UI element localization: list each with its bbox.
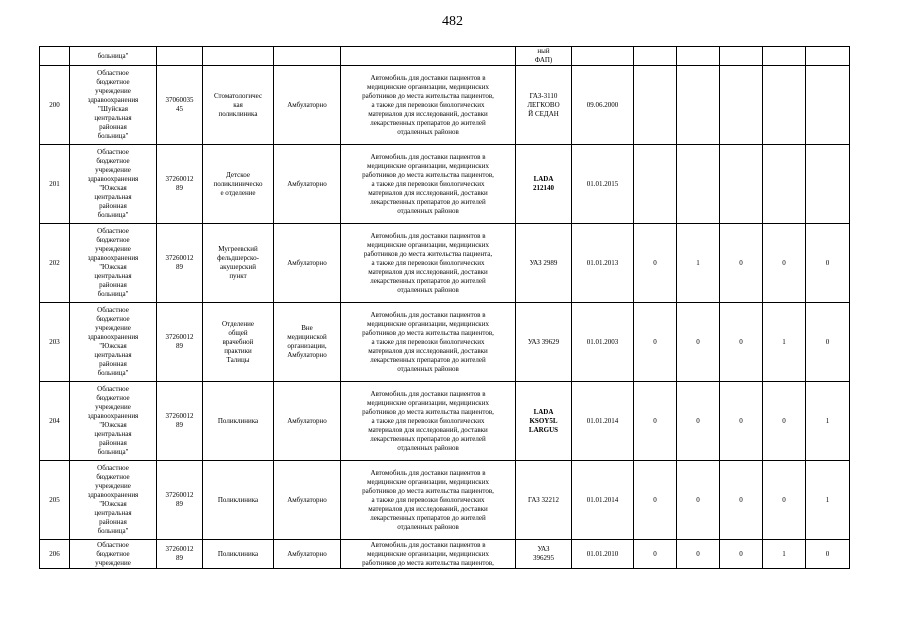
cell-c2 bbox=[677, 145, 720, 224]
cell-c5: 0 bbox=[806, 540, 850, 569]
cell-code: 37260012 89 bbox=[157, 382, 203, 461]
vehicle-table bbox=[39, 46, 850, 569]
table-row-continued bbox=[40, 47, 850, 66]
cell-c3: 0 bbox=[720, 382, 763, 461]
table-row bbox=[40, 461, 850, 540]
cell-vehicle: ный ФАП) bbox=[516, 47, 572, 66]
cell-date: 01.01.2010 bbox=[572, 540, 634, 569]
cell-org: Областное бюджетное учреждение здравоохранения "Южская центральная районная больница" bbox=[70, 145, 157, 224]
table-row bbox=[40, 303, 850, 382]
cell-c1: 0 bbox=[634, 382, 677, 461]
cell-c2 bbox=[677, 66, 720, 145]
cell-c5: 0 bbox=[806, 224, 850, 303]
page-number: 482 bbox=[442, 14, 463, 29]
cell-date: 01.01.2014 bbox=[572, 461, 634, 540]
cell-org: Областное бюджетное учреждение здравоохранения "Южская центральная районная больница" bbox=[70, 224, 157, 303]
cell-vehicle: LADA 212140 bbox=[516, 145, 572, 224]
cell-unit: Поликлиника bbox=[203, 382, 274, 461]
cell-date bbox=[572, 47, 634, 66]
cell-vehicle: ГАЗ 32212 bbox=[516, 461, 572, 540]
cell-unit: Отделение общей врачебной практики Талицы bbox=[203, 303, 274, 382]
cell-care: Амбулаторно bbox=[274, 540, 341, 569]
cell-c1: 0 bbox=[634, 303, 677, 382]
cell-code: 37260012 89 bbox=[157, 224, 203, 303]
cell-purpose: Автомобиль для доставки пациентов в медицинские организации, медицинских работников до места жительства пациентов, а также для перевозки биологических материалов для исследований, доставки лекарственных препаратов до жителей отдаленных районов bbox=[341, 303, 516, 382]
cell-c3 bbox=[720, 66, 763, 145]
cell-c4 bbox=[763, 145, 806, 224]
cell-date: 01.01.2013 bbox=[572, 224, 634, 303]
cell-num: 205 bbox=[40, 461, 70, 540]
cell-c1 bbox=[634, 66, 677, 145]
cell-purpose: Автомобиль для доставки пациентов в медицинские организации, медицинских работников до места жительства пациентов, а также для перевозки биологических материалов для исследований, доставки лекарственных препаратов до жителей отдаленных районов bbox=[341, 145, 516, 224]
cell-care: Амбулаторно bbox=[274, 145, 341, 224]
cell-care: Амбулаторно bbox=[274, 224, 341, 303]
cell-org: Областное бюджетное учреждение здравоохранения "Южская центральная районная больница" bbox=[70, 303, 157, 382]
cell-purpose: Автомобиль для доставки пациентов в медицинские организации, медицинских работников до места жительства пациентов, а также для перевозки биологических материалов для исследований, доставки лекарственных препаратов до жителей отдаленных районов bbox=[341, 382, 516, 461]
cell-c3: 0 bbox=[720, 540, 763, 569]
cell-c1 bbox=[634, 145, 677, 224]
cell-care: Амбулаторно bbox=[274, 461, 341, 540]
cell-num: 204 bbox=[40, 382, 70, 461]
cell-vehicle: LADA KSOY5L LARGUS bbox=[516, 382, 572, 461]
cell-org: больница" bbox=[70, 47, 157, 66]
cell-c2: 0 bbox=[677, 540, 720, 569]
cell-c1: 0 bbox=[634, 540, 677, 569]
cell-c2 bbox=[677, 47, 720, 66]
cell-code: 37260012 89 bbox=[157, 540, 203, 569]
cell-c3: 0 bbox=[720, 461, 763, 540]
cell-c4 bbox=[763, 47, 806, 66]
cell-c4: 1 bbox=[763, 540, 806, 569]
cell-c4: 1 bbox=[763, 303, 806, 382]
cell-unit: Мугреевский фельдшерско- акушерский пункт bbox=[203, 224, 274, 303]
cell-c2: 0 bbox=[677, 382, 720, 461]
table-row bbox=[40, 224, 850, 303]
cell-org: Областное бюджетное учреждение здравоохранения "Южская центральная районная больница" bbox=[70, 382, 157, 461]
cell-date: 01.01.2015 bbox=[572, 145, 634, 224]
table-row bbox=[40, 540, 850, 569]
cell-num: 203 bbox=[40, 303, 70, 382]
cell-vehicle: УАЗ 2989 bbox=[516, 224, 572, 303]
cell-date: 01.01.2003 bbox=[572, 303, 634, 382]
cell-c3 bbox=[720, 47, 763, 66]
table-row bbox=[40, 66, 850, 145]
cell-num: 206 bbox=[40, 540, 70, 569]
cell-org: Областное бюджетное учреждение здравоохранения "Южская центральная районная больница" bbox=[70, 461, 157, 540]
cell-date: 09.06.2000 bbox=[572, 66, 634, 145]
cell-code: 37260012 89 bbox=[157, 303, 203, 382]
cell-c1: 0 bbox=[634, 461, 677, 540]
cell-c1: 0 bbox=[634, 224, 677, 303]
cell-purpose: Автомобиль для доставки пациентов в медицинские организации, медицинских работников до места жительства пациентов, bbox=[341, 540, 516, 569]
cell-care: Вне медицинской организации, Амбулаторно bbox=[274, 303, 341, 382]
cell-purpose: Автомобиль для доставки пациентов в медицинские организации, медицинских работников до места жительства пациентов, а также для перевозки биологических материалов для исследований, доставки лекарственных препаратов до жителей отдаленных районов bbox=[341, 66, 516, 145]
cell-c5 bbox=[806, 47, 850, 66]
cell-c5 bbox=[806, 145, 850, 224]
cell-org: Областное бюджетное учреждение bbox=[70, 540, 157, 569]
cell-purpose bbox=[341, 47, 516, 66]
cell-vehicle: УАЗ 39629 bbox=[516, 303, 572, 382]
cell-c4: 0 bbox=[763, 382, 806, 461]
cell-c4: 0 bbox=[763, 461, 806, 540]
cell-care: Амбулаторно bbox=[274, 66, 341, 145]
cell-num bbox=[40, 47, 70, 66]
cell-care bbox=[274, 47, 341, 66]
cell-purpose: Автомобиль для доставки пациентов в медицинские организации, медицинских работников до места жительства пациента, а также для перевозки биологических материалов для исследований, доставки лекарственных препаратов до жителей отдаленных районов bbox=[341, 224, 516, 303]
cell-unit: Стоматологичес кая поликлиника bbox=[203, 66, 274, 145]
cell-purpose: Автомобиль для доставки пациентов в медицинские организации, медицинских работников до места жительства пациентов, а также для перевозки биологических материалов для исследований, доставки лекарственных препаратов до жителей отдаленных районов bbox=[341, 461, 516, 540]
cell-c2: 0 bbox=[677, 461, 720, 540]
cell-vehicle: ГАЗ-3110 ЛЕГКОВО Й СЕДАН bbox=[516, 66, 572, 145]
cell-code: 37060035 45 bbox=[157, 66, 203, 145]
cell-c2: 1 bbox=[677, 224, 720, 303]
cell-code: 37260012 89 bbox=[157, 461, 203, 540]
cell-c3: 0 bbox=[720, 303, 763, 382]
table-row bbox=[40, 145, 850, 224]
cell-c5: 1 bbox=[806, 382, 850, 461]
cell-c3: 0 bbox=[720, 224, 763, 303]
cell-care: Амбулаторно bbox=[274, 382, 341, 461]
cell-c4: 0 bbox=[763, 224, 806, 303]
cell-date: 01.01.2014 bbox=[572, 382, 634, 461]
cell-code: 37260012 89 bbox=[157, 145, 203, 224]
cell-unit: Поликлиника bbox=[203, 461, 274, 540]
cell-num: 202 bbox=[40, 224, 70, 303]
cell-org: Областное бюджетное учреждение здравоохранения "Шуйская центральная районная больница" bbox=[70, 66, 157, 145]
table-row bbox=[40, 382, 850, 461]
cell-c2: 0 bbox=[677, 303, 720, 382]
cell-unit bbox=[203, 47, 274, 66]
cell-c3 bbox=[720, 145, 763, 224]
cell-unit: Детское поликлиническо е отделение bbox=[203, 145, 274, 224]
cell-num: 200 bbox=[40, 66, 70, 145]
cell-c5 bbox=[806, 66, 850, 145]
cell-code bbox=[157, 47, 203, 66]
cell-unit: Поликлиника bbox=[203, 540, 274, 569]
cell-c5: 0 bbox=[806, 303, 850, 382]
cell-c4 bbox=[763, 66, 806, 145]
cell-vehicle: УАЗ 396295 bbox=[516, 540, 572, 569]
cell-c1 bbox=[634, 47, 677, 66]
cell-c5: 1 bbox=[806, 461, 850, 540]
cell-num: 201 bbox=[40, 145, 70, 224]
